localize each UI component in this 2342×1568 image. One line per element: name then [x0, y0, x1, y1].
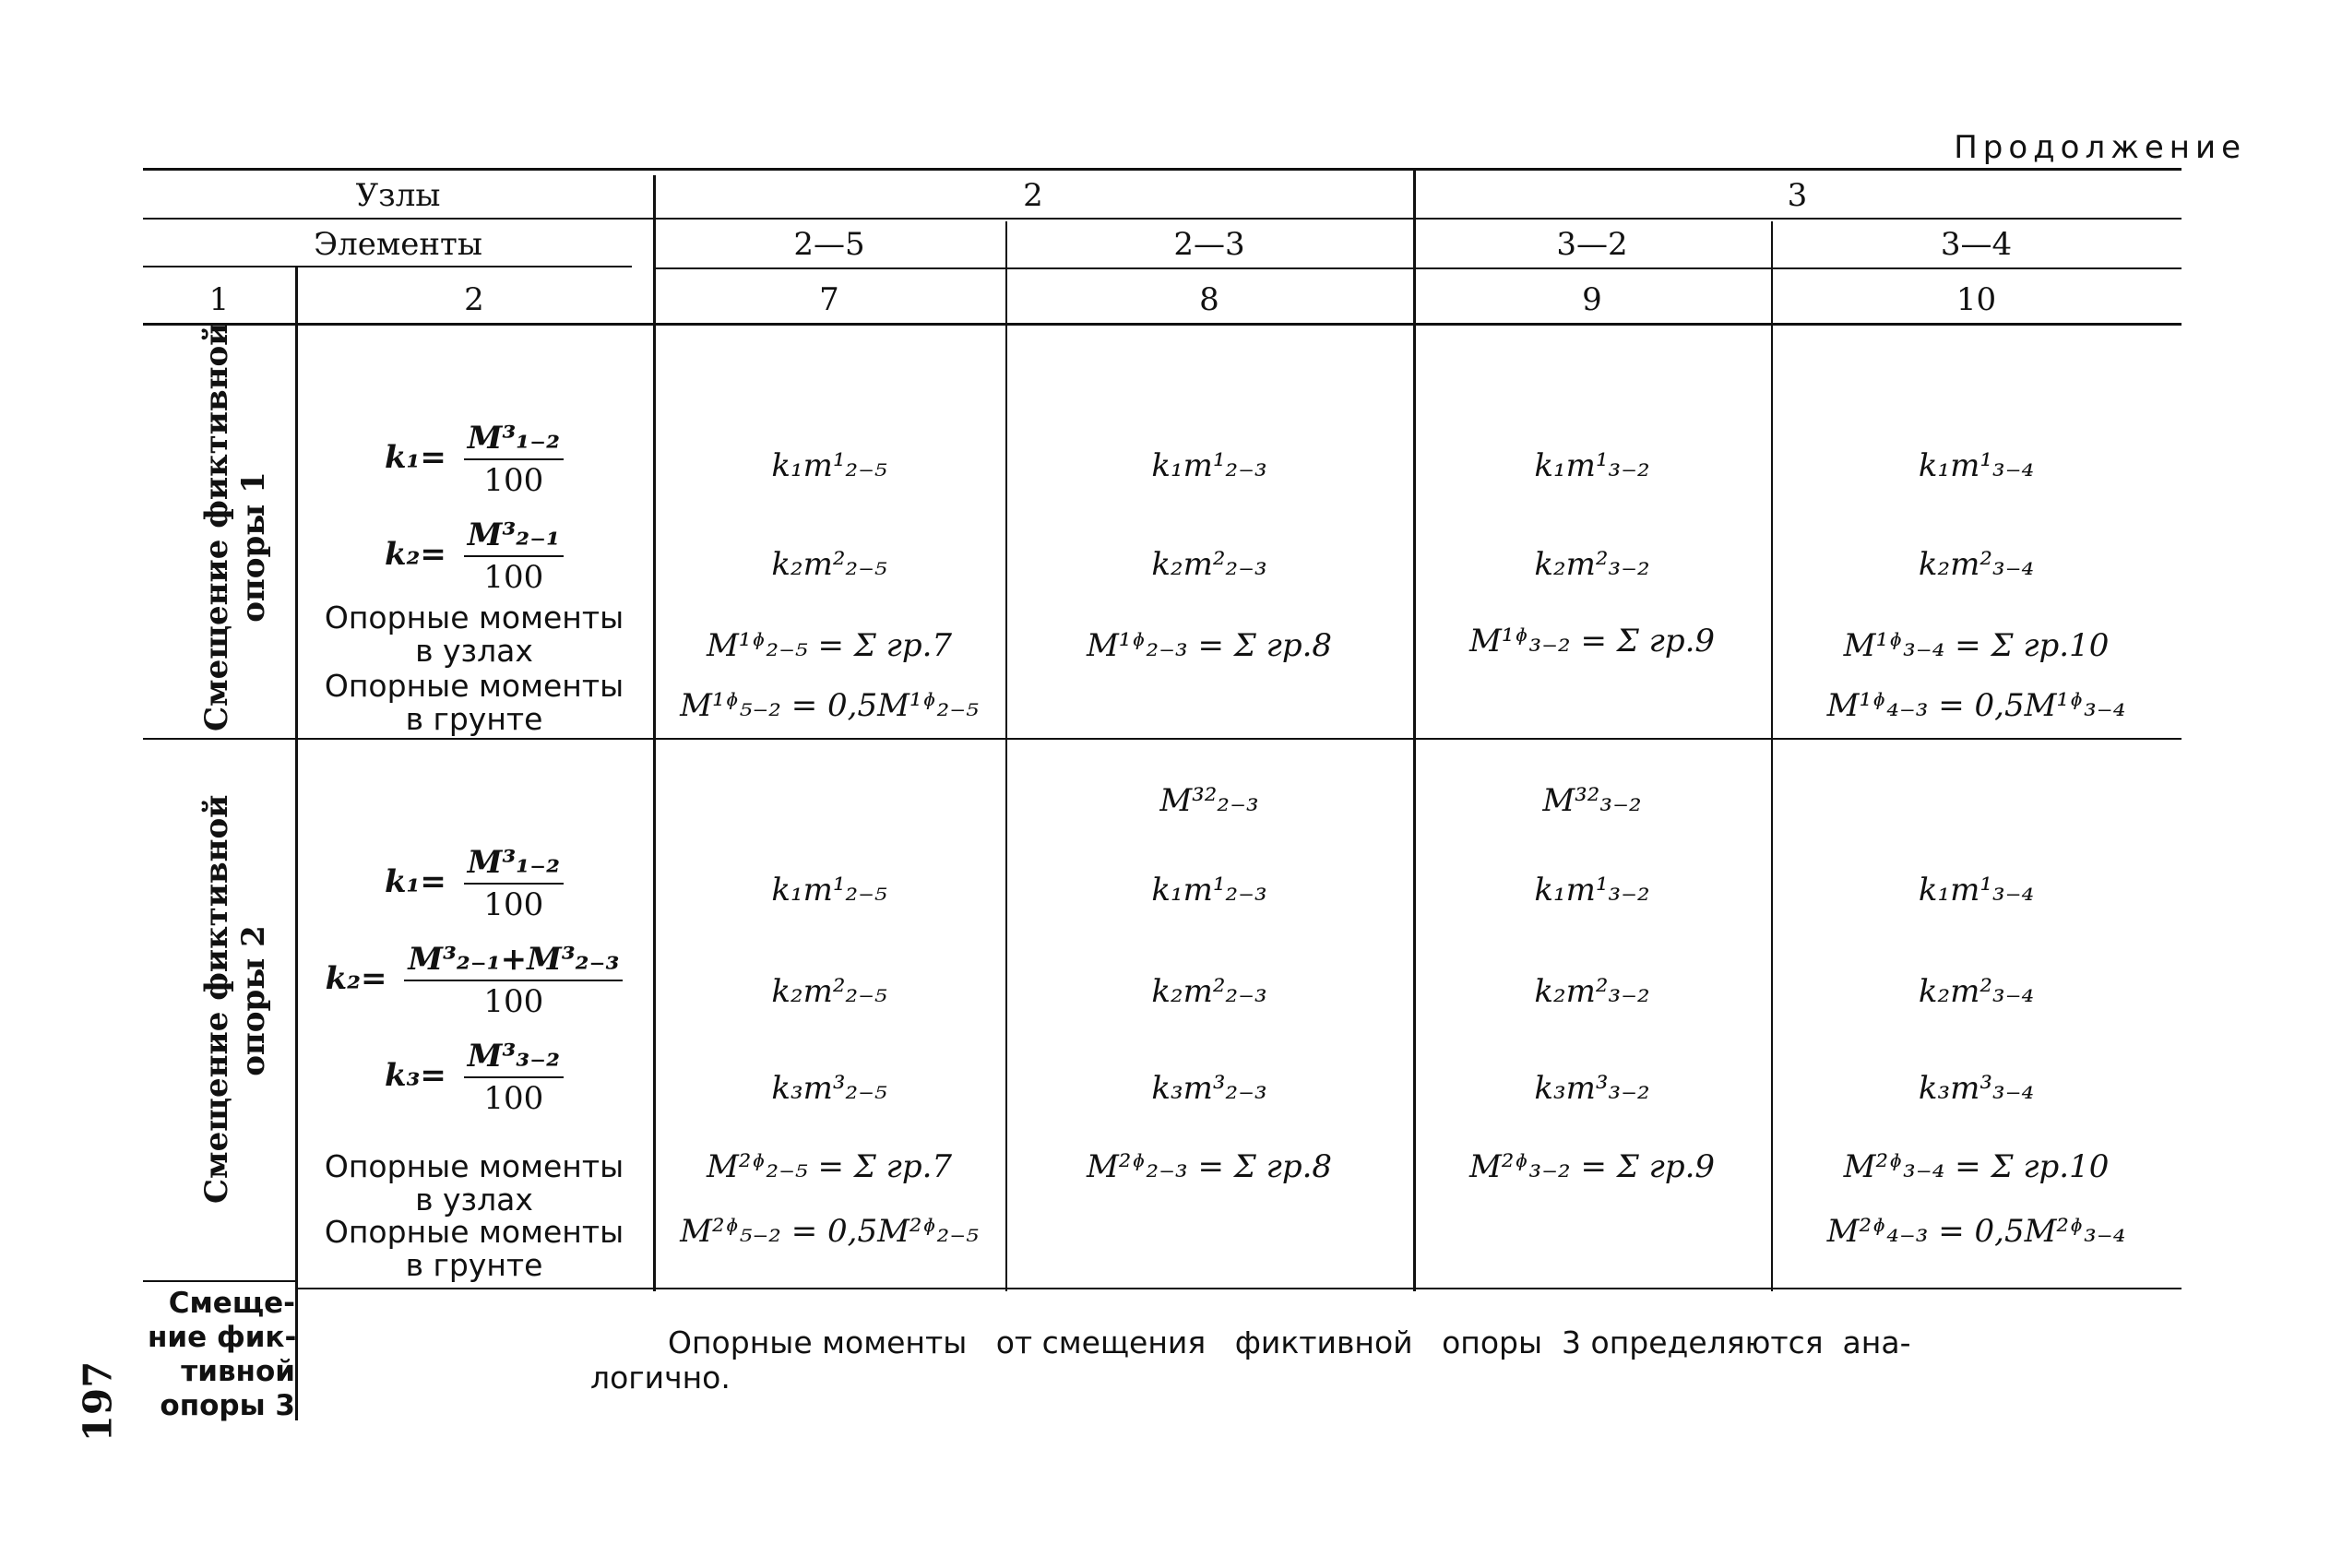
s2-c9-r1: M³²₃₋₂	[1542, 782, 1642, 819]
s2-k2-num: M³₂₋₁+M³₂₋₃	[404, 941, 623, 981]
s1-c7-r2: k₂m²₂₋₅	[771, 546, 887, 583]
colnum-9: 9	[1582, 281, 1602, 318]
s2-k1-fraction	[464, 844, 564, 923]
s1-support-nodes-line2: в узлах	[415, 633, 533, 669]
s2-c7-r3: k₃m³₂₋₅	[771, 1070, 887, 1107]
s2-support-ground-line2: в грунте	[405, 1247, 543, 1283]
element-2-3: 2—3	[1173, 226, 1245, 263]
s2-support-nodes-line1: Опорные моменты	[324, 1148, 624, 1184]
s2-c9-r4: k₃m³₃₋₂	[1534, 1070, 1650, 1107]
s1-k2-lhs: k₂=	[384, 536, 446, 573]
s2-k3-lhs: k₃=	[384, 1057, 446, 1094]
colnum-7: 7	[819, 281, 839, 318]
section2-title	[198, 794, 281, 1204]
s1-c8-r2: k₂m²₂₋₃	[1151, 546, 1267, 583]
s2-c8-r2: k₁m¹₂₋₃	[1151, 872, 1267, 909]
s1-c8-r3: M¹ᶲ₂₋₃ = Σ гр.8	[1086, 627, 1333, 664]
s2-k3-formula	[295, 1038, 653, 1117]
section2-title-line1: Смещение фиктивной	[198, 794, 235, 1204]
s2-k1-num: M³₁₋₂	[464, 844, 564, 885]
s1-support-ground-line1: Опорные моменты	[324, 668, 624, 704]
section3-note	[590, 1325, 1919, 1396]
s2-k3-fraction	[464, 1038, 564, 1117]
s1-support-nodes-line1: Опорные моменты	[324, 600, 624, 636]
s2-c8-r3: k₂m²₂₋₃	[1151, 973, 1267, 1010]
col9-right-border	[1771, 221, 1773, 1291]
continuation-label: Продолжение	[1954, 129, 2246, 166]
section3-title-line1: Смеще-	[168, 1287, 295, 1320]
s1-k1-fraction	[464, 420, 564, 499]
s1-support-ground-line2: в грунте	[405, 701, 543, 737]
s1-c9-r1: k₁m¹₃₋₂	[1534, 447, 1650, 484]
s1-k1-den: 100	[483, 462, 544, 499]
s1-k1-formula	[295, 420, 653, 499]
element-2-5: 2—5	[793, 226, 865, 263]
col7-right-border	[1005, 221, 1007, 1291]
colnum-10: 10	[1956, 281, 1997, 318]
s2-support-ground	[295, 1216, 653, 1282]
s1-support-nodes	[295, 601, 653, 668]
s2-c7-r2: k₂m²₂₋₅	[771, 973, 887, 1010]
rule-below-colnums	[143, 323, 2182, 326]
node-3-header: 3	[1787, 177, 1808, 214]
rule-section2-end-left	[143, 1280, 295, 1282]
s2-c10-r4: M²ᶲ₃₋₄ = Σ гр.10	[1843, 1148, 2110, 1185]
s1-k2-fraction	[464, 517, 564, 596]
section3-title-line2: ние фик-	[148, 1321, 297, 1354]
colnum-1: 1	[208, 281, 230, 318]
table-top-rule	[143, 168, 2182, 171]
s1-c10-r4: M¹ᶲ₄₋₃ = 0,5M¹ᶲ₃₋₄	[1826, 687, 2126, 724]
s1-c7-r1: k₁m¹₂₋₅	[771, 447, 887, 484]
rule-below-elements-left	[143, 266, 632, 267]
section1-title-line1: Смещение фиктивной	[198, 322, 235, 731]
elements-header: Элементы	[314, 226, 482, 263]
s2-c9-r5: M²ᶲ₃₋₂ = Σ гр.9	[1468, 1148, 1716, 1185]
colnum-2: 2	[464, 281, 484, 318]
rule-below-elements-right	[655, 267, 2182, 269]
s2-k2-formula	[295, 941, 653, 1020]
s2-support-ground-line1: Опорные моменты	[324, 1214, 624, 1250]
element-3-4: 3—4	[1940, 226, 2013, 263]
s2-k1-lhs: k₁=	[384, 863, 446, 900]
s2-c10-r5: M²ᶲ₄₋₃ = 0,5M²ᶲ₃₋₄	[1826, 1213, 2126, 1250]
s2-c7-r4: M²ᶲ₂₋₅ = Σ гр.7	[706, 1148, 953, 1185]
node-2-header: 2	[1023, 177, 1043, 214]
col2-right-border	[653, 175, 656, 1291]
nodes-header: Узлы	[355, 177, 441, 214]
s2-c9-r2: k₁m¹₃₋₂	[1534, 872, 1650, 909]
s2-c10-r1: k₁m¹₃₋₄	[1918, 872, 2035, 909]
s2-c9-r3: k₂m²₃₋₂	[1534, 973, 1650, 1010]
s1-c8-r1: k₁m¹₂₋₃	[1151, 447, 1267, 484]
s2-support-nodes-line2: в узлах	[415, 1182, 533, 1218]
s2-c10-r3: k₃m³₃₋₄	[1918, 1070, 2035, 1107]
s1-k2-num: M³₂₋₁	[464, 517, 564, 557]
rule-section2-end	[295, 1288, 2182, 1289]
s2-c7-r5: M²ᶲ₅₋₂ = 0,5M²ᶲ₂₋₅	[680, 1213, 979, 1250]
s2-k1-den: 100	[483, 886, 544, 923]
col8-right-border	[1413, 168, 1416, 1291]
s2-c8-r4: k₃m³₂₋₃	[1151, 1070, 1267, 1107]
section3-title-line4: опоры 3	[160, 1389, 295, 1422]
s1-support-ground	[295, 670, 653, 736]
section3-note-line2: логично.	[590, 1360, 731, 1396]
colnum-8: 8	[1199, 281, 1219, 318]
s2-k2-fraction	[404, 941, 623, 1020]
s2-k1-formula	[295, 844, 653, 923]
s1-c10-r3: M¹ᶲ₃₋₄ = Σ гр.10	[1843, 627, 2110, 664]
section1-title	[198, 322, 281, 731]
section3-title	[148, 1287, 295, 1423]
s2-k3-num: M³₃₋₂	[464, 1038, 564, 1078]
s2-c8-r5: M²ᶲ₂₋₃ = Σ гр.8	[1086, 1148, 1333, 1185]
s1-c10-r2: k₂m²₃₋₄	[1918, 546, 2035, 583]
section3-note-line1: Опорные моменты от смещения фиктивной опоры 3 определяются ана-	[668, 1324, 1911, 1360]
s1-c9-r3: M¹ᶲ₃₋₂ = Σ гр.9	[1468, 623, 1716, 659]
rule-section1-end	[143, 738, 2182, 740]
s2-k3-den: 100	[483, 1080, 544, 1117]
section3-title-line3: тивной	[181, 1355, 295, 1388]
rule-below-nodes	[143, 218, 2182, 220]
element-3-2: 3—2	[1556, 226, 1628, 263]
page-number: 197	[75, 1360, 121, 1443]
s2-c10-r2: k₂m²₃₋₄	[1918, 973, 2035, 1010]
s2-k2-lhs: k₂=	[325, 960, 387, 997]
s2-support-nodes	[295, 1150, 653, 1217]
s2-k2-den: 100	[483, 983, 544, 1020]
s1-c9-r2: k₂m²₃₋₂	[1534, 546, 1650, 583]
s1-k1-num: M³₁₋₂	[464, 420, 564, 460]
s1-k1-lhs: k₁=	[384, 439, 446, 476]
s1-c7-r4: M¹ᶲ₅₋₂ = 0,5M¹ᶲ₂₋₅	[680, 687, 979, 724]
s1-c10-r1: k₁m¹₃₋₄	[1918, 447, 2035, 484]
s1-c7-r3: M¹ᶲ₂₋₅ = Σ гр.7	[706, 627, 953, 664]
s2-c7-r1: k₁m¹₂₋₅	[771, 872, 887, 909]
section1-title-line2: опоры 1	[235, 471, 272, 623]
s1-k2-den: 100	[483, 559, 544, 596]
s1-k2-formula	[295, 517, 653, 596]
section2-title-line2: опоры 2	[235, 925, 272, 1076]
s2-c8-r1: M³²₂₋₃	[1159, 782, 1259, 819]
